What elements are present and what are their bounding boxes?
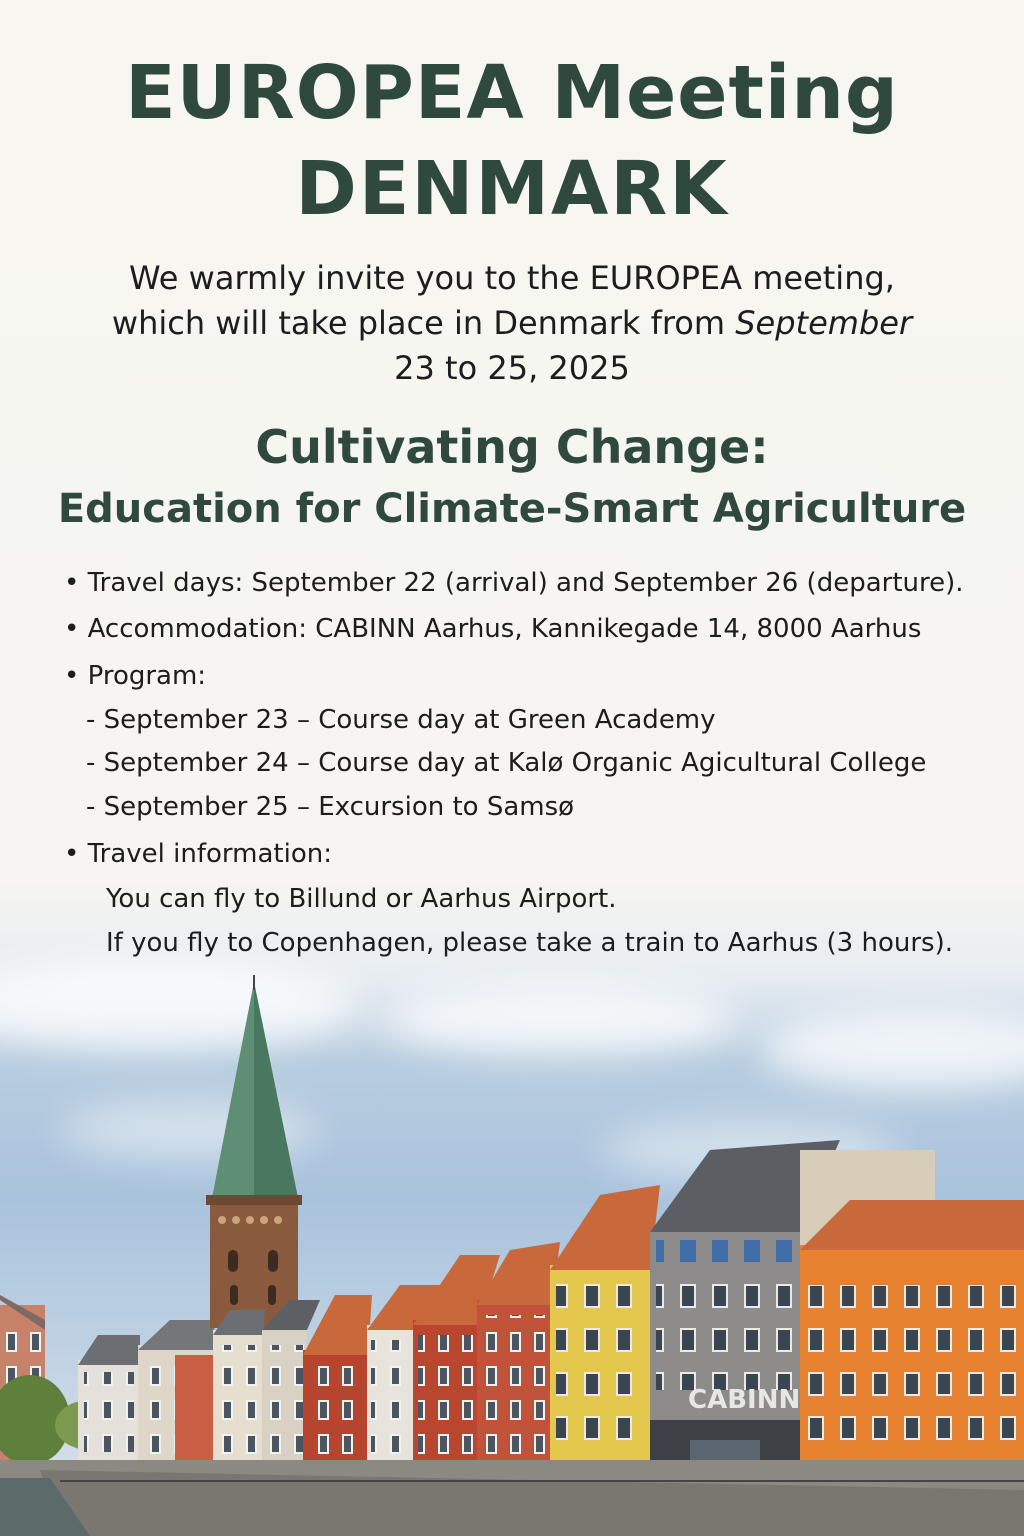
building-grey-upper-windows [656,1238,796,1278]
page-title-line1: EUROPEA Meeting [125,50,899,136]
railing [60,1480,1024,1482]
building-small-red [175,1355,215,1460]
roof-beige [138,1320,215,1350]
building-yellow-windows [556,1282,646,1472]
tower-window [232,1216,240,1224]
travel-info-label: • Travel information: [64,839,332,869]
building-red-2-windows [418,1335,476,1457]
roof-yellow [550,1185,660,1270]
invitation-line2 [0,301,1024,346]
travel-days-item: • Travel days: September 22 (arrival) and September 26 (departure). [64,568,964,598]
tower-window [268,1250,278,1272]
invitation-text [0,256,1024,391]
tower-window [268,1285,276,1305]
tower-window [230,1285,238,1305]
tower-window [218,1216,226,1224]
program-item: - September 24 – Course day at Kalø Organic Agicultural College [86,748,927,778]
program-item: - September 23 – Course day at Green Academy [86,705,716,735]
travel-info-line: You can fly to Billund or Aarhus Airport. [106,884,617,914]
program-label: • Program: [64,661,207,691]
building-white-windows [84,1372,134,1452]
building-light-windows [266,1345,304,1455]
tower-window [228,1250,238,1272]
building-grey-windows [656,1280,796,1390]
page-title-line2: DENMARK [295,146,729,232]
roof-white [78,1335,140,1365]
aarhus-cityscape-illustration [0,960,1024,1536]
invitation-line1: We warmly invite you to the EUROPEA meeting, [129,259,895,297]
invitation-month: September [735,304,913,342]
church-spire-shade [254,982,298,1198]
building-white-2-windows [371,1340,413,1458]
church-tower-top [206,1195,302,1205]
theme-subtitle: Education for Climate-Smart Agriculture [57,486,967,532]
accommodation-item: • Accommodation: CABINN Aarhus, Kannikegade 14, 8000 Aarhus [64,614,922,644]
building-cream-windows [218,1345,260,1455]
building-red-windows [308,1365,364,1460]
theme-title: Cultivating Change: [255,420,769,474]
tower-window [274,1216,282,1224]
building-red-3-windows [482,1315,550,1457]
tower-window [246,1216,254,1224]
invitation-line3: 23 to 25, 2025 [394,349,630,387]
tower-window [260,1216,268,1224]
cabinn-sign: CABINN [688,1385,801,1415]
travel-info-line: If you fly to Copenhagen, please take a train to Aarhus (3 hours). [106,928,953,958]
program-item: - September 25 – Excursion to Samsø [86,792,575,822]
invitation-line2-text: which will take place in Denmark from [111,304,736,342]
